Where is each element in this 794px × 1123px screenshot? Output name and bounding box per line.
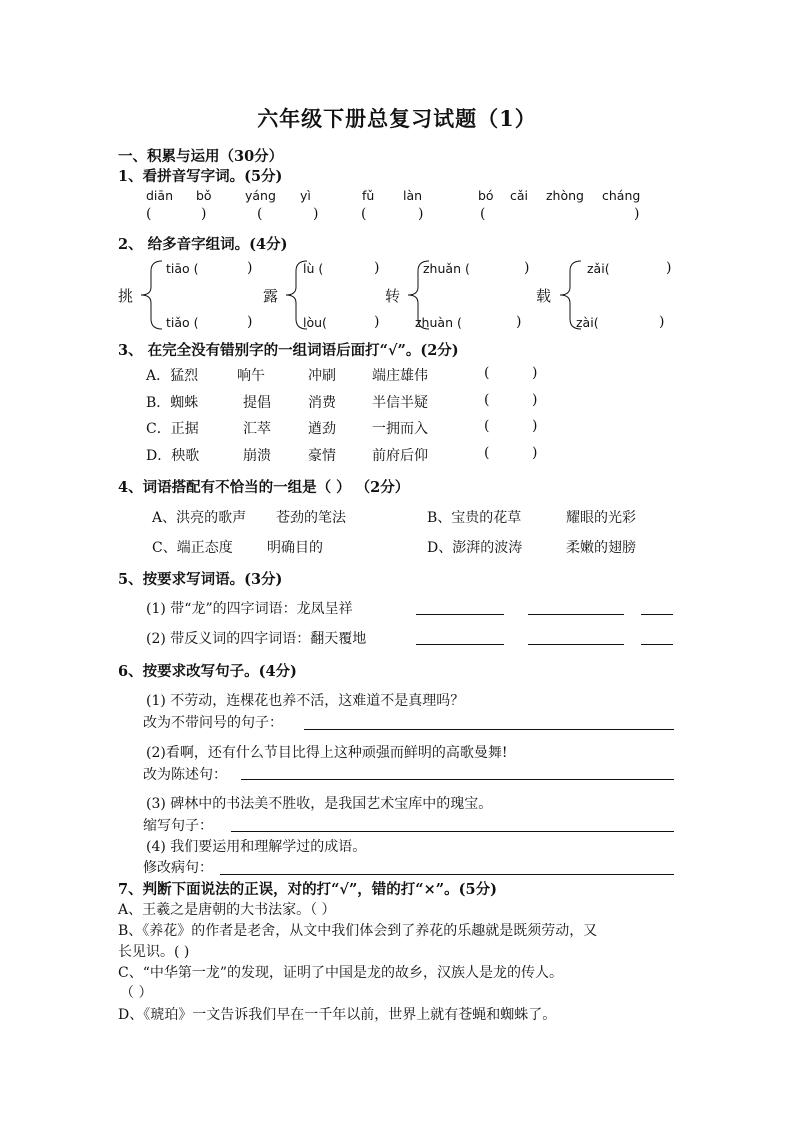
option-word: 遒劲 bbox=[308, 421, 336, 437]
pinyin: làn bbox=[403, 188, 423, 203]
q6-sentence-3: (3) 碑林中的书法美不胜收，是我国艺术宝库中的瑰宝。 bbox=[146, 796, 493, 812]
answer-paren-open: ( bbox=[484, 418, 490, 434]
pinyin: zhòng bbox=[546, 188, 584, 203]
polyphone-reading: zài( bbox=[576, 315, 599, 330]
pinyin: yáng bbox=[245, 188, 276, 203]
q5-heading: 5、按要求写词语。(3分) bbox=[118, 571, 283, 588]
answer-paren-close: ) bbox=[201, 206, 207, 222]
option-d: D、澎湃的波涛 bbox=[427, 540, 523, 556]
q6-prompt-1: 改为不带问号的句子： bbox=[143, 715, 283, 731]
part-one-heading: 一、积累与运用（30分） bbox=[118, 148, 284, 165]
polyphone-reading: zhuàn ( bbox=[415, 315, 462, 330]
answer-paren-open: ( bbox=[484, 445, 490, 461]
answer-line bbox=[304, 729, 674, 730]
answer-line bbox=[241, 779, 674, 780]
pinyin: fǔ bbox=[362, 188, 375, 203]
option-word: A．猛烈 bbox=[146, 368, 199, 384]
answer-paren-close: ) bbox=[634, 206, 640, 222]
answer-line bbox=[641, 614, 673, 615]
q4-heading: 4、词语搭配有不恰当的一组是（ ） （2分） bbox=[118, 479, 410, 496]
answer-line bbox=[416, 644, 504, 645]
option-word: 豪情 bbox=[308, 448, 336, 464]
option-word: 冲刷 bbox=[308, 368, 336, 384]
pinyin: bó bbox=[478, 188, 494, 203]
q7-heading: 7、判断下面说法的正误，对的打“√”，错的打“×”。(5分) bbox=[118, 881, 497, 898]
q6-prompt-2: 改为陈述句： bbox=[143, 767, 227, 783]
brace-icon bbox=[136, 259, 166, 331]
answer-paren-close: ) bbox=[659, 314, 665, 330]
q7-statement-c-cont: （ ） bbox=[120, 985, 153, 1001]
q2-heading: 2、 给多音字组词。(4分) bbox=[118, 236, 288, 253]
answer-paren-open: ( bbox=[480, 206, 486, 222]
answer-paren-close: ) bbox=[313, 206, 319, 222]
answer-line bbox=[416, 614, 504, 615]
answer-line bbox=[220, 874, 674, 875]
option-word: 一拥而入 bbox=[372, 421, 428, 437]
polyphone-reading: lòu( bbox=[303, 315, 327, 330]
answer-paren-open: ( bbox=[146, 206, 152, 222]
polyphone-char: 转 bbox=[385, 287, 401, 305]
option-b: B、宝贵的花草 bbox=[427, 510, 522, 526]
q6-prompt-4: 修改病句： bbox=[143, 860, 213, 876]
option-b-second: 耀眼的光彩 bbox=[566, 510, 636, 526]
answer-line bbox=[528, 644, 624, 645]
pinyin: yì bbox=[300, 188, 311, 203]
option-word: B．蜘蛛 bbox=[146, 395, 199, 411]
q6-heading: 6、按要求改写句子。(4分) bbox=[118, 663, 297, 680]
q6-prompt-3: 缩写句子： bbox=[143, 818, 213, 834]
q5-line-2: (2) 带反义词的四字词语：翻天覆地 bbox=[146, 631, 367, 647]
polyphone-char: 载 bbox=[536, 287, 552, 305]
option-word: C．正据 bbox=[146, 421, 199, 437]
answer-paren-close: ) bbox=[524, 260, 530, 276]
q7-statement-b-cont: 长见识。( ) bbox=[118, 944, 190, 960]
pinyin: cháng bbox=[602, 188, 641, 203]
answer-paren-close: ) bbox=[532, 365, 538, 381]
polyphone-reading: zǎi( bbox=[587, 261, 610, 276]
polyphone-reading: tiǎo ( bbox=[166, 315, 199, 330]
option-word: 前府后仰 bbox=[372, 448, 428, 464]
q7-statement-b: B、《养花》的作者是老舍，从文中我们体会到了养花的乐趣就是既须劳动，又 bbox=[118, 923, 598, 939]
option-word: 响午 bbox=[237, 368, 265, 384]
answer-paren-open: ( bbox=[257, 206, 263, 222]
option-word: 崩溃 bbox=[243, 448, 271, 464]
answer-paren-close: ) bbox=[418, 206, 424, 222]
q7-statement-a: A、王羲之是唐朝的大书法家。（ ） bbox=[118, 902, 336, 918]
answer-paren-close: ) bbox=[247, 260, 253, 276]
answer-paren-close: ) bbox=[374, 260, 380, 276]
answer-paren-close: ) bbox=[516, 314, 522, 330]
option-c-second: 明确目的 bbox=[267, 540, 323, 556]
q7-statement-c: C、“中华第一龙”的发现，证明了中国是龙的故乡，汉族人是龙的传人。 bbox=[118, 965, 564, 981]
option-word: 半信半疑 bbox=[372, 395, 428, 411]
option-d-second: 柔嫩的翅膀 bbox=[566, 540, 636, 556]
polyphone-reading: lù ( bbox=[303, 261, 324, 276]
answer-line bbox=[641, 644, 673, 645]
pinyin: diān bbox=[146, 188, 173, 203]
pinyin: cǎi bbox=[510, 188, 529, 203]
answer-paren-open: ( bbox=[484, 392, 490, 408]
answer-paren-close: ) bbox=[247, 314, 253, 330]
polyphone-reading: tiāo ( bbox=[166, 261, 199, 276]
option-word: 消费 bbox=[308, 395, 336, 411]
option-a: A、洪亮的歌声 bbox=[152, 510, 247, 526]
q3-heading: 3、 在完全没有错别字的一组词语后面打“√”。(2分) bbox=[118, 342, 459, 359]
option-word: 提倡 bbox=[243, 395, 271, 411]
q6-sentence-2: (2)看啊，还有什么节目比得上这种顽强而鲜明的高歌曼舞! bbox=[146, 745, 508, 761]
answer-paren-close: ) bbox=[532, 445, 538, 461]
q5-line-1: (1) 带“龙”的四字词语：龙凤呈祥 bbox=[146, 601, 353, 617]
polyphone-reading: zhuǎn ( bbox=[423, 261, 470, 276]
answer-paren-open: ( bbox=[361, 206, 367, 222]
polyphone-char: 露 bbox=[263, 287, 279, 305]
answer-line bbox=[528, 614, 624, 615]
option-word: D．秧歌 bbox=[146, 448, 200, 464]
option-a-second: 苍劲的笔法 bbox=[276, 510, 346, 526]
page-title: 六年级下册总复习试题（1） bbox=[257, 106, 537, 131]
polyphone-char: 挑 bbox=[118, 287, 134, 305]
answer-paren-open: ( bbox=[484, 365, 490, 381]
answer-paren-close: ) bbox=[666, 260, 672, 276]
q1-heading: 1、看拼音写字词。(5分) bbox=[118, 168, 283, 185]
answer-paren-close: ) bbox=[532, 418, 538, 434]
answer-paren-close: ) bbox=[374, 314, 380, 330]
option-word: 端庄雄伟 bbox=[372, 368, 428, 384]
q6-sentence-4: (4) 我们要运用和理解学过的成语。 bbox=[146, 839, 367, 855]
answer-line bbox=[231, 831, 674, 832]
answer-paren-close: ) bbox=[532, 392, 538, 408]
q7-statement-d: D、《琥珀》一文告诉我们早在一千年以前，世界上就有苍蝇和蜘蛛了。 bbox=[118, 1007, 557, 1023]
option-word: 汇萃 bbox=[243, 421, 271, 437]
pinyin: bǒ bbox=[196, 188, 212, 203]
option-c: C、端正态度 bbox=[152, 540, 233, 556]
q6-sentence-1: (1) 不劳动，连棵花也养不活，这难道不是真理吗？ bbox=[146, 693, 465, 709]
